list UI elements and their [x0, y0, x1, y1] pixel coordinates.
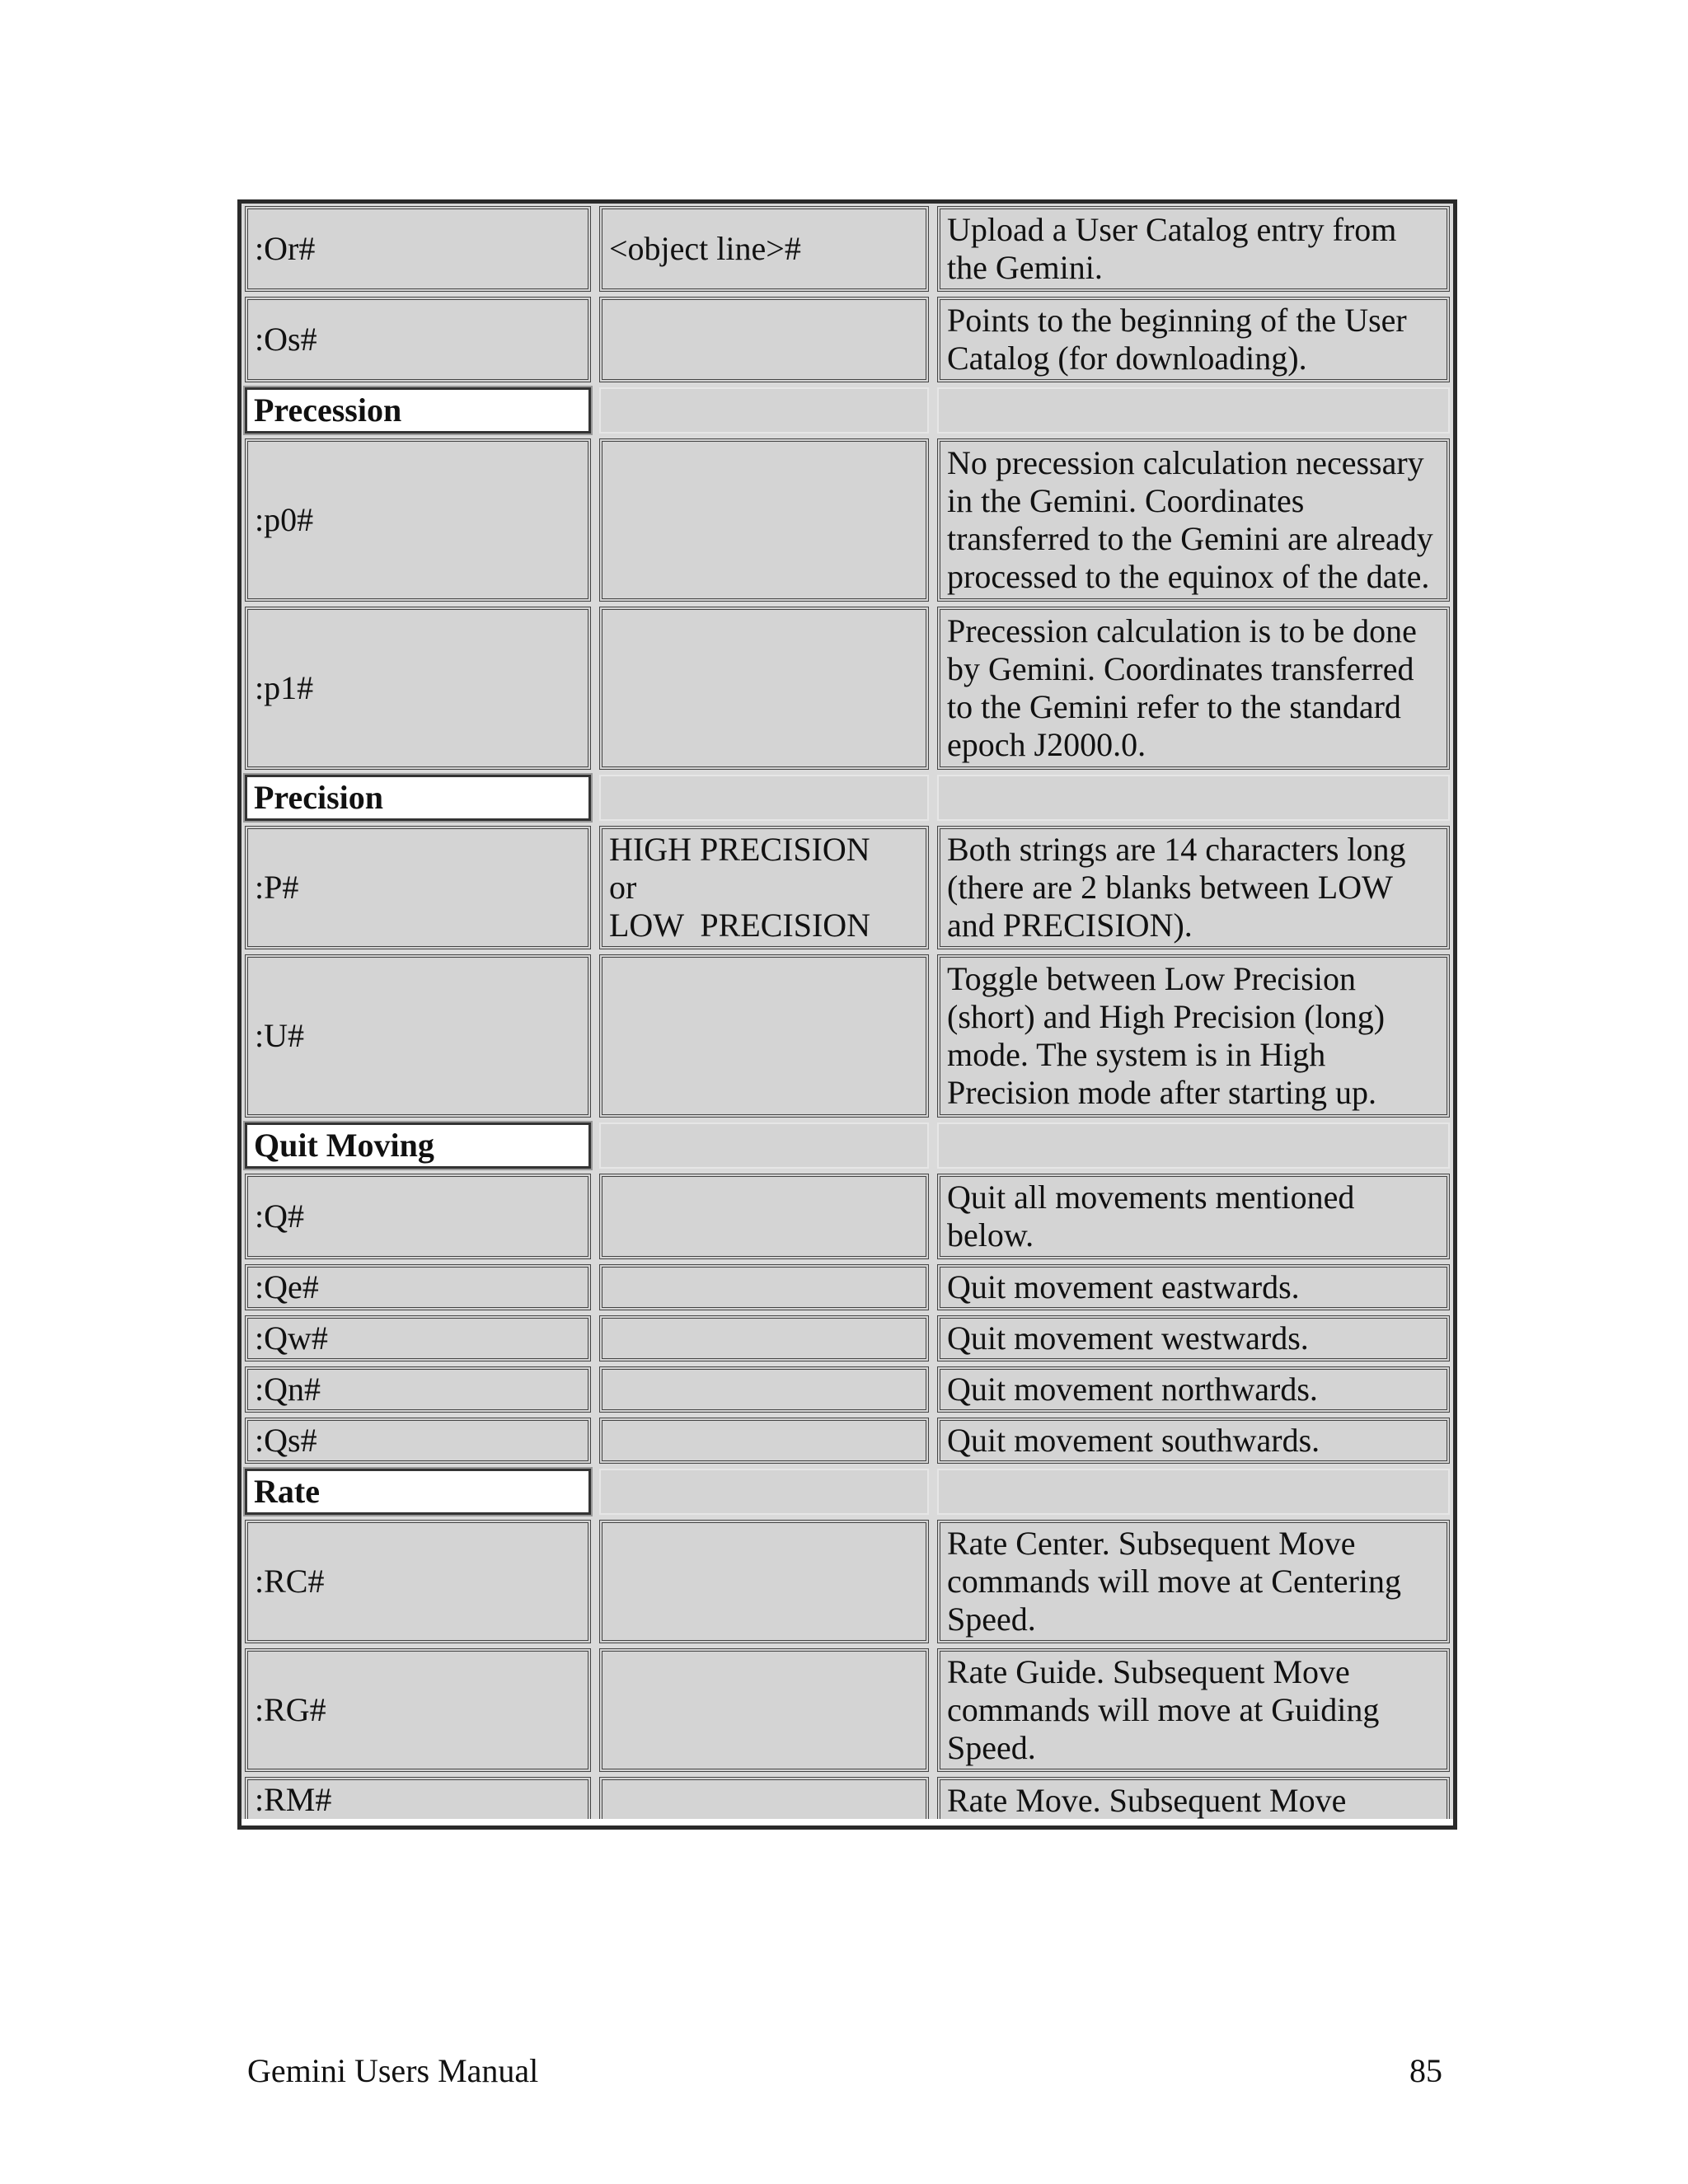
section-title: Precession: [245, 387, 591, 434]
description-cell: Quit movement northwards.: [937, 1366, 1450, 1413]
command-cell: :Q#: [245, 1174, 591, 1259]
return-cell: [599, 1520, 929, 1643]
command-cell: :Qs#: [245, 1418, 591, 1464]
description-cell: Rate Move. Subsequent Move: [937, 1777, 1450, 1823]
description-cell: Both strings are 14 characters long (there are 2 blanks between LOW and PRECISION).: [937, 826, 1450, 949]
section-filler: [599, 387, 929, 434]
return-cell: [599, 1264, 929, 1310]
return-cell: [599, 297, 929, 382]
section-filler: [599, 1469, 929, 1515]
command-cell: :Qe#: [245, 1264, 591, 1310]
command-cell: :p1#: [245, 607, 591, 770]
return-cell: [599, 1418, 929, 1464]
section-title: Rate: [245, 1469, 591, 1515]
description-cell: Points to the beginning of the User Catalog (for downloading).: [937, 297, 1450, 382]
return-cell: [599, 1315, 929, 1361]
table-row: [241, 1774, 1453, 1825]
return-cell: [599, 954, 929, 1118]
section-title: Precision: [245, 775, 591, 821]
return-cell: [599, 1174, 929, 1259]
command-cell: :Qw#: [245, 1315, 591, 1361]
section-header-row: [241, 385, 1453, 436]
description-cell: Upload a User Catalog entry from the Gemini.: [937, 206, 1450, 292]
section-header-row: [241, 1120, 1453, 1171]
return-cell: HIGH PRECISION or LOW PRECISION: [599, 826, 929, 949]
command-cell: :Os#: [245, 297, 591, 382]
command-cell: :U#: [245, 954, 591, 1118]
table-row: [241, 204, 1453, 294]
section-header-row: [241, 772, 1453, 823]
table-row: [241, 1313, 1453, 1364]
page-number: 85: [1409, 2052, 1442, 2089]
table-row: [241, 436, 1453, 604]
table-row: [241, 1646, 1453, 1774]
section-filler: [599, 1122, 929, 1169]
table-row: [241, 294, 1453, 385]
description-cell: Quit all movements mentioned below.: [937, 1174, 1450, 1259]
table-row: [241, 604, 1453, 772]
section-filler: [937, 387, 1450, 434]
return-cell: [599, 607, 929, 770]
return-cell: [599, 1366, 929, 1413]
command-cell: :RG#: [245, 1648, 591, 1772]
return-cell: [599, 1648, 929, 1772]
return-cell: [599, 438, 929, 602]
description-cell: Quit movement westwards.: [937, 1315, 1450, 1361]
command-cell: :RM#: [245, 1777, 591, 1823]
command-cell: :p0#: [245, 438, 591, 602]
command-table: [237, 199, 1457, 1830]
section-filler: [937, 775, 1450, 821]
table-row: [241, 1364, 1453, 1415]
table-row: [241, 823, 1453, 952]
description-cell: Rate Guide. Subsequent Move commands will move at Guiding Speed.: [937, 1648, 1450, 1772]
section-header-row: [241, 1466, 1453, 1517]
description-cell: Quit movement eastwards.: [937, 1264, 1450, 1310]
command-cell: :Qn#: [245, 1366, 591, 1413]
command-cell: :Or#: [245, 206, 591, 292]
table-row: [241, 1171, 1453, 1262]
description-cell: Rate Center. Subsequent Move commands will move at Centering Speed.: [937, 1520, 1450, 1643]
table-row: [241, 1415, 1453, 1466]
footer-title: Gemini Users Manual: [247, 2052, 539, 2089]
command-cell: :P#: [245, 826, 591, 949]
table-row: [241, 1517, 1453, 1646]
description-cell: Quit movement southwards.: [937, 1418, 1450, 1464]
table-row: [241, 1262, 1453, 1313]
description-cell: Precession calculation is to be done by Gemini. Coordinates transferred to the Gemini refer to the standard epoch J2000.0.: [937, 607, 1450, 770]
section-title: Quit Moving: [245, 1122, 591, 1169]
command-cell: :RC#: [245, 1520, 591, 1643]
return-cell: <object line>#: [599, 206, 929, 292]
section-filler: [937, 1469, 1450, 1515]
description-cell: No precession calculation necessary in the Gemini. Coordinates transferred to the Gemini are already processed to the equinox of the date.: [937, 438, 1450, 602]
description-cell: Toggle between Low Precision (short) and High Precision (long) mode. The system is in High Precision mode after starting up.: [937, 954, 1450, 1118]
section-filler: [599, 775, 929, 821]
table-row: [241, 952, 1453, 1120]
section-filler: [937, 1122, 1450, 1169]
return-cell: [599, 1777, 929, 1823]
